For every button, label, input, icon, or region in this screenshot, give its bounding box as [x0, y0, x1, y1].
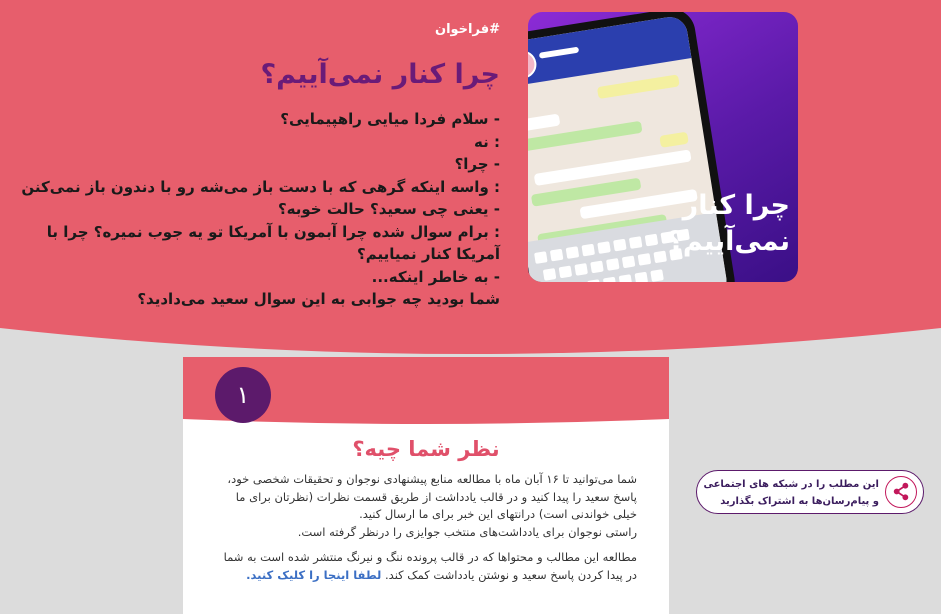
step-number-badge: ۱	[215, 367, 271, 423]
card-paragraph: راستی نوجوان برای یادداشت‌های منتخب جوایزی را درنظر گرفته است.	[297, 524, 637, 539]
dialog-line: شما بودید چه جوابی به این سوال سعید می‌دادید؟	[137, 290, 500, 308]
dialog-line: : واسه اینکه گرهی که با دست باز می‌شه رو با دندون باز نمی‌کنن	[21, 177, 500, 196]
share-button[interactable]	[696, 470, 924, 514]
dialog-line: : برام سوال شده چرا آبمون با آمریکا تو یه جوب نمیره؟ چرا با آمریکا کنار نمیاییم؟	[46, 222, 500, 263]
page-title: چرا کنار نمی‌آییم؟	[260, 59, 500, 90]
dialog-line: - یعنی چی سعید؟ حالت خوبه؟	[277, 200, 500, 218]
dialog-text	[12, 108, 500, 311]
share-text: این مطلب را در شبکه های اجتماعی و پیام‌رسان‌ها به اشتراک بگذارید	[703, 479, 879, 507]
card-title: نظر شما چیه؟	[352, 437, 500, 461]
card-body	[214, 471, 637, 592]
cover-image	[528, 12, 798, 282]
card-paragraph: شما می‌توانید تا ۱۶ آبان ماه با مطالعه منابع پیشنهادی نوجوان و تحقیقات شخصی خود، پاسخ سعید را پیدا کنید و در قالب یادداشت از طریق قسمت نظرات (نظرتان برای ما خیلی خواندنی است) درانتهای این خبر برای ما ارسال کنید.	[227, 472, 637, 521]
dialog-line: - سلام فردا میایی راهپیمایی؟	[280, 110, 500, 128]
avatar	[528, 49, 538, 81]
hashtag-label[interactable]: #فراخوان	[434, 22, 500, 37]
share-icon[interactable]	[885, 476, 917, 508]
dialog-line: : نه	[474, 132, 500, 151]
card-paragraph: مطالعه این مطالب و محتواها که در قالب پرونده ننگ و نیرنگ منتشر شده است به شما در پیدا کردن پاسخ سعید و نوشتن یادداشت کمک کند.	[223, 550, 637, 582]
dialog-line: - چرا؟	[454, 155, 500, 173]
click-here-link[interactable]: لطفا اینجا را کلیک کنید.	[246, 567, 382, 582]
cover-title: چرا کنار نمی‌آییم؟	[667, 190, 790, 257]
dialog-line: - به خاطر اینکه...	[371, 267, 500, 286]
